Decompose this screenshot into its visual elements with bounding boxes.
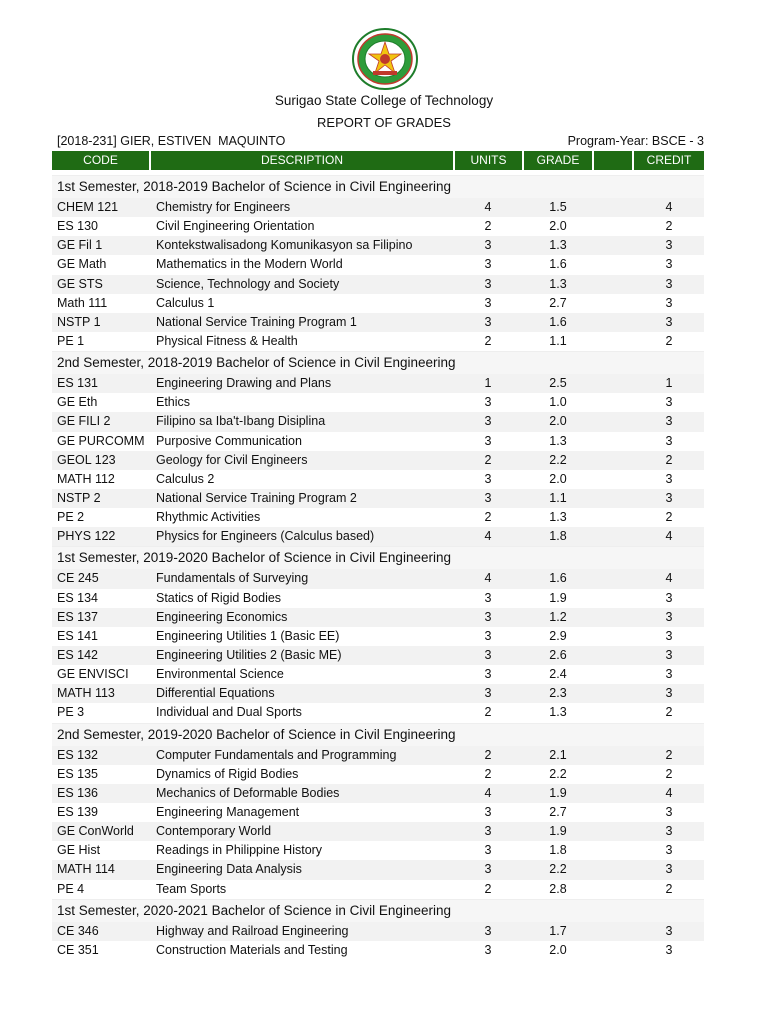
course-description: Ethics [156,395,191,410]
course-code: ES 132 [57,747,99,762]
course-code: ES 135 [57,766,99,781]
course-grade: 1.3 [549,510,567,525]
course-description: Differential Equations [156,686,275,701]
course-units: 4 [484,200,492,214]
course-units: 3 [484,609,492,624]
course-credit: 3 [665,804,673,819]
course-description: Engineering Utilities 2 (Basic ME) [156,647,342,662]
table-row [52,412,704,431]
table-row [52,255,704,274]
course-units: 4 [484,529,492,544]
course-credit: 3 [665,923,673,938]
course-description: Calculus 1 [156,295,215,310]
course-code: PE 1 [57,333,85,348]
course-code: NSTP 2 [57,490,101,505]
course-units: 3 [484,257,492,272]
course-grade: 2.2 [549,862,567,877]
course-units: 2 [484,219,492,234]
course-description: Kontekstwalisadong Komunikasyon sa Filipino [156,238,413,253]
course-code: ES 131 [57,376,99,391]
course-code: ES 142 [57,647,99,662]
semester-heading: 2nd Semester, 2018-2019 Bachelor of Science in Civil Engineering [52,351,704,374]
course-credit: 3 [665,314,673,329]
table-row [52,313,704,332]
course-description: Individual and Dual Sports [156,705,302,720]
table-row [52,470,704,489]
table-row [52,860,704,879]
course-code: GE Eth [57,395,98,410]
course-units: 2 [484,452,492,467]
course-units: 4 [484,571,492,586]
course-units: 3 [484,276,492,291]
course-grade: 1.6 [549,314,567,329]
course-grade: 1.3 [549,238,567,253]
course-grade: 1.1 [549,333,567,348]
course-credit: 3 [665,238,673,253]
table-row [52,374,704,393]
table-row [52,527,704,546]
course-grade: 2.5 [549,376,567,391]
course-units: 3 [484,314,492,329]
course-grade: 2.0 [549,414,567,429]
semester-heading: 1st Semester, 2020-2021 Bachelor of Science in Civil Engineering [52,899,704,922]
course-credit: 1 [665,376,673,391]
course-credit: 4 [665,571,673,586]
course-description: Engineering Utilities 1 (Basic EE) [156,628,340,643]
course-description: Contemporary World [156,824,272,839]
course-credit: 3 [665,843,673,858]
course-grade: 2.2 [549,766,567,781]
course-credit: 3 [665,276,673,291]
course-credit: 4 [665,200,673,214]
course-units: 4 [484,785,492,800]
course-grade: 2.8 [549,881,567,896]
course-description: Environmental Science [156,667,284,682]
course-code: ES 136 [57,785,99,800]
course-units: 3 [484,490,492,505]
course-code: Math 111 [57,295,108,310]
table-row [52,432,704,451]
course-credit: 3 [665,942,673,957]
course-code: GE FILI 2 [57,414,111,429]
course-credit: 2 [665,333,673,348]
course-units: 2 [484,747,492,762]
course-grade: 1.9 [549,824,567,839]
course-grade: 1.3 [549,705,567,720]
course-credit: 2 [665,452,673,467]
semester-heading: 1st Semester, 2018-2019 Bachelor of Science in Civil Engineering [52,175,704,198]
course-grade: 1.6 [549,257,567,272]
student-info-line [57,134,704,150]
course-credit: 4 [665,785,673,800]
course-code: PHYS 122 [57,529,116,544]
table-row [52,941,704,960]
course-description: Physics for Engineers (Calculus based) [156,529,375,544]
course-credit: 3 [665,590,673,605]
course-grade: 1.1 [549,490,567,505]
course-grade: 1.7 [549,923,567,938]
column-header-blank [594,151,632,170]
course-description: Civil Engineering Orientation [156,219,315,234]
course-description: Chemistry for Engineers [156,200,291,214]
course-code: NSTP 1 [57,314,101,329]
course-code: ES 137 [57,609,99,624]
course-code: ES 130 [57,219,99,234]
course-grade: 1.9 [549,590,567,605]
course-grade: 1.9 [549,785,567,800]
course-description: Engineering Management [156,804,300,819]
table-row [52,236,704,255]
column-header-description: DESCRIPTION [151,151,453,170]
course-description: Filipino sa Iba't-Ibang Disiplina [156,414,326,429]
course-description: National Service Training Program 1 [156,314,357,329]
course-grade: 1.3 [549,433,567,448]
course-credit: 2 [665,881,673,896]
course-grade: 2.2 [549,452,567,467]
table-row [52,784,704,803]
table-row [52,922,704,941]
table-row [52,841,704,860]
course-description: Readings in Philippine History [156,843,323,858]
course-description: Science, Technology and Society [156,276,340,291]
course-grade: 2.1 [549,747,567,762]
course-units: 2 [484,881,492,896]
course-description: Construction Materials and Testing [156,942,348,957]
table-row [52,627,704,646]
course-units: 3 [484,647,492,662]
course-credit: 4 [665,529,673,544]
course-code: GE STS [57,276,103,291]
table-row [52,393,704,412]
course-description: Computer Fundamentals and Programming [156,747,397,762]
course-grade: 2.0 [549,219,567,234]
course-description: Engineering Drawing and Plans [156,376,332,391]
course-units: 3 [484,471,492,486]
course-description: Rhythmic Activities [156,510,261,525]
course-code: GE ENVISCI [57,667,129,682]
semester-heading: 1st Semester, 2019-2020 Bachelor of Science in Civil Engineering [52,546,704,569]
course-credit: 3 [665,647,673,662]
course-units: 3 [484,843,492,858]
course-code: CE 245 [57,571,99,586]
table-row [52,569,704,588]
course-code: CE 351 [57,942,99,957]
course-code: ES 141 [57,628,99,643]
table-row [52,765,704,784]
table-row [52,822,704,841]
course-code: GE Hist [57,843,101,858]
course-units: 3 [484,395,492,410]
table-row [52,294,704,313]
course-code: GE Math [57,257,107,272]
course-units: 3 [484,414,492,429]
table-row [52,803,704,822]
table-row [52,608,704,627]
course-credit: 3 [665,433,673,448]
course-description: National Service Training Program 2 [156,490,357,505]
school-name: Surigao State College of Technology [274,93,494,108]
course-grade: 2.0 [549,942,567,957]
course-credit: 3 [665,824,673,839]
course-grade: 1.5 [549,200,567,214]
table-row [52,665,704,684]
course-credit: 3 [665,471,673,486]
course-units: 3 [484,433,492,448]
report-title: REPORT OF GRADES [317,115,451,130]
column-header-code: CODE [52,151,149,170]
table-row [52,880,704,899]
course-description: Highway and Railroad Engineering [156,923,349,938]
table-row [52,508,704,527]
course-credit: 3 [665,414,673,429]
course-code: MATH 112 [57,471,115,486]
course-grade: 2.6 [549,647,567,662]
course-code: PE 4 [57,881,85,896]
program-year: Program-Year: BSCE - 3 [567,134,704,148]
course-units: 3 [484,590,492,605]
course-code: PE 3 [57,705,85,720]
course-grade: 1.8 [549,529,567,544]
course-units: 1 [484,376,492,391]
course-code: GE Fil 1 [57,238,103,253]
course-credit: 3 [665,686,673,701]
course-units: 3 [484,667,492,682]
course-grade: 1.8 [549,843,567,858]
course-code: GEOL 123 [57,452,116,467]
course-credit: 3 [665,628,673,643]
course-grade: 2.9 [549,628,567,643]
table-row [52,217,704,236]
course-units: 3 [484,628,492,643]
course-grade: 1.6 [549,571,567,586]
course-units: 2 [484,510,492,525]
column-header-units: UNITS [455,151,522,170]
course-description: Fundamentals of Surveying [156,571,309,586]
course-description: Engineering Economics [156,609,288,624]
column-header-credit: CREDIT [634,151,704,170]
course-code: GE PURCOMM [57,433,145,448]
table-row [52,275,704,294]
course-credit: 3 [665,862,673,877]
course-credit: 2 [665,219,673,234]
course-code: GE ConWorld [57,824,134,839]
table-row [52,746,704,765]
table-row [52,198,704,217]
course-units: 3 [484,862,492,877]
table-row [52,703,704,722]
course-code: CHEM 121 [57,200,119,214]
course-description: Mechanics of Deformable Bodies [156,785,340,800]
course-grade: 1.0 [549,395,567,410]
table-row [52,646,704,665]
course-description: Calculus 2 [156,471,215,486]
course-description: Geology for Civil Engineers [156,452,308,467]
course-code: CE 346 [57,923,99,938]
course-credit: 2 [665,705,673,720]
course-description: Dynamics of Rigid Bodies [156,766,299,781]
course-credit: 3 [665,395,673,410]
course-units: 3 [484,923,492,938]
course-grade: 2.7 [549,295,567,310]
course-units: 2 [484,705,492,720]
table-row [52,451,704,470]
table-row [52,589,704,608]
course-credit: 3 [665,667,673,682]
course-credit: 2 [665,747,673,762]
course-credit: 2 [665,510,673,525]
course-description: Purposive Communication [156,433,302,448]
course-code: MATH 114 [57,862,115,877]
course-units: 2 [484,333,492,348]
course-code: MATH 113 [57,686,115,701]
course-credit: 3 [665,609,673,624]
course-code: ES 134 [57,590,99,605]
course-description: Physical Fitness & Health [156,333,298,348]
table-row [52,684,704,703]
course-description: Engineering Data Analysis [156,862,302,877]
course-units: 3 [484,295,492,310]
grades-table [52,175,704,960]
table-row [52,332,704,351]
semester-heading: 2nd Semester, 2019-2020 Bachelor of Science in Civil Engineering [52,723,704,746]
course-credit: 3 [665,295,673,310]
table-header [52,151,704,170]
course-units: 3 [484,238,492,253]
college-seal-icon [352,28,418,90]
course-grade: 2.0 [549,471,567,486]
student-name: [2018-231] GIER, ESTIVEN MAQUINTO [57,134,286,148]
course-grade: 1.3 [549,276,567,291]
course-description: Mathematics in the Modern World [156,257,343,272]
course-units: 2 [484,766,492,781]
course-grade: 2.3 [549,686,567,701]
table-row [52,489,704,508]
course-grade: 1.2 [549,609,567,624]
course-description: Team Sports [156,881,227,896]
course-units: 3 [484,686,492,701]
column-header-grade: GRADE [524,151,592,170]
course-grade: 2.4 [549,667,567,682]
course-units: 3 [484,942,492,957]
course-units: 3 [484,804,492,819]
course-credit: 3 [665,257,673,272]
course-credit: 3 [665,490,673,505]
course-code: PE 2 [57,510,85,525]
course-units: 3 [484,824,492,839]
course-grade: 2.7 [549,804,567,819]
course-credit: 2 [665,766,673,781]
course-code: ES 139 [57,804,99,819]
course-description: Statics of Rigid Bodies [156,590,282,605]
